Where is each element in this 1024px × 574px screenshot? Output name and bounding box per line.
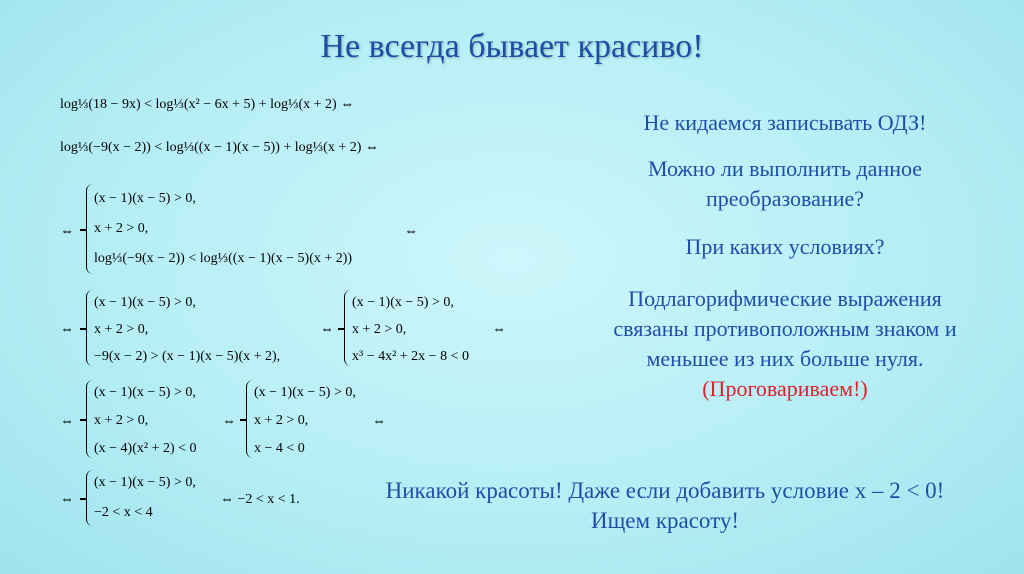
system-brace <box>86 290 93 366</box>
system-3a-line-2: x + 2 > 0, <box>94 413 149 428</box>
equiv-symbol: ⇔ <box>60 492 74 507</box>
system-3a-line-1: (x − 1)(x − 5) > 0, <box>94 385 196 400</box>
equiv-symbol: ⇔ <box>60 224 74 239</box>
math-line-2: log⅓(−9(x − 2)) < log⅓((x − 1)(x − 5)) + log⅓(x + 2) ⇔ <box>60 140 379 155</box>
system-2a-line-1: (x − 1)(x − 5) > 0, <box>94 295 196 310</box>
system-2b-line-3: x³ − 4x² + 2x − 8 < 0 <box>352 349 469 364</box>
system-brace <box>344 290 351 366</box>
comment-question: Можно ли выполнить данное преобразование? <box>647 156 923 211</box>
system-3a-line-3: (x − 4)(x² + 2) < 0 <box>94 441 197 456</box>
system-brace <box>246 380 253 458</box>
comment-explanation-text: Подлагорифмические выражения связаны противоположным знаком и меньшее из них больше нуля. <box>613 286 957 371</box>
slide-title: Не всегда бывает красиво! <box>320 28 704 65</box>
system-3b-line-3: x − 4 < 0 <box>254 441 305 456</box>
system-4-line-2: −2 < x < 4 <box>94 505 153 520</box>
equiv-symbol: ⇔ <box>60 322 74 337</box>
comment-conditions: При каких условиях? <box>685 234 885 259</box>
comment-odz: Не кидаемся записывать ОДЗ! <box>643 110 927 135</box>
final-answer: ⇔ −2 < x < 1. <box>220 492 300 507</box>
system-brace <box>86 380 93 458</box>
equiv-symbol: ⇔ <box>60 414 74 429</box>
system-4-line-1: (x − 1)(x − 5) > 0, <box>94 475 196 490</box>
bottom-line-1: Никакой красоты! Даже если добавить условие x – 2 < 0! <box>385 478 945 503</box>
system-3b-line-1: (x − 1)(x − 5) > 0, <box>254 385 356 400</box>
equiv-symbol: ⇔ <box>320 322 334 337</box>
system-2a-line-2: x + 2 > 0, <box>94 322 149 337</box>
equiv-symbol: ⇔ <box>492 322 506 337</box>
system-2b-line-1: (x − 1)(x − 5) > 0, <box>352 295 454 310</box>
system-1-line-1: (x − 1)(x − 5) > 0, <box>94 191 196 206</box>
system-2b-line-2: x + 2 > 0, <box>352 322 407 337</box>
system-2a-line-3: −9(x − 2) > (x − 1)(x − 5)(x + 2), <box>94 349 281 364</box>
system-1-line-2: x + 2 > 0, <box>94 221 149 236</box>
system-brace <box>86 184 93 274</box>
equiv-symbol: ⇔ <box>404 224 418 239</box>
comment-explanation <box>600 284 970 404</box>
system-brace <box>86 470 93 526</box>
math-line-1: log⅓(18 − 9x) < log⅓(x² − 6x + 5) + log⅓(x + 2) ⇔ <box>60 97 355 112</box>
equiv-symbol: ⇔ <box>372 414 386 429</box>
system-3b-line-2: x + 2 > 0, <box>254 413 309 428</box>
system-1-line-3: log⅓(−9(x − 2)) < log⅓((x − 1)(x − 5)(x + 2)) <box>94 251 353 266</box>
bottom-line-2: Ищем красоту! <box>590 508 740 533</box>
equiv-symbol: ⇔ <box>222 414 236 429</box>
bottom-note <box>340 476 990 536</box>
comment-emphasis: (Проговариваем!) <box>702 376 868 401</box>
